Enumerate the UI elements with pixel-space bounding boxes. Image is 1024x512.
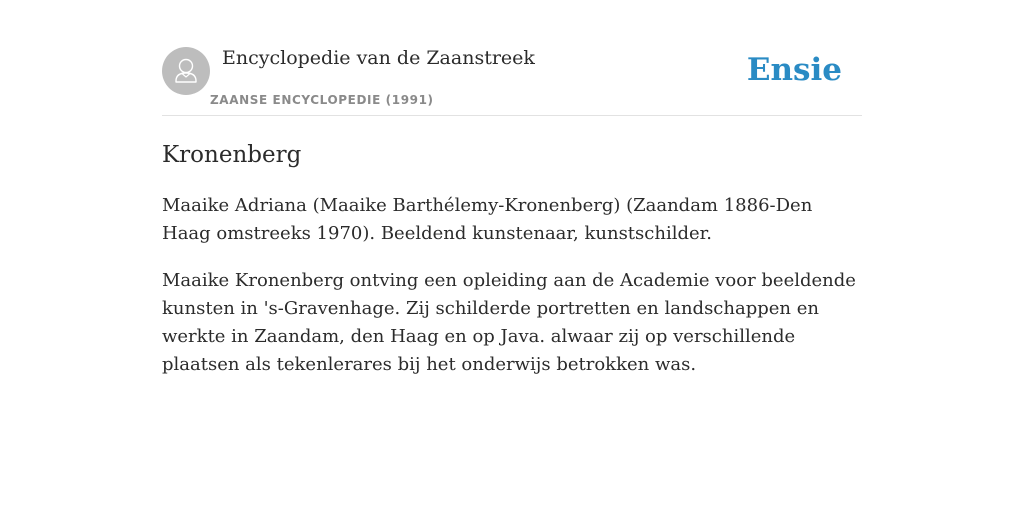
article-paragraph: Maaike Adriana (Maaike Barthélemy-Kronenberg) (Zaandam 1886-Den Haag omstreeks 1970). Beeldend kunstenaar, kunstschilder.: [162, 195, 813, 244]
article-body: [162, 192, 862, 398]
source-header: [162, 46, 862, 116]
user-icon: [162, 47, 210, 95]
source-title[interactable]: Encyclopedie van de Zaanstreek: [222, 47, 535, 69]
article-paragraph: Maaike Kronenberg ontving een opleiding aan de Academie voor beeldende kunsten in 's-Gravenhage. Zij schilderde portretten en landschappen en werkte in Zaandam, den Haag en op Java. alwaar zij op verschillende plaatsen als tekenlerares bij het onderwijs betrokken was.: [162, 270, 856, 375]
source-subtitle: ZAANSE ENCYCLOPEDIE (1991): [210, 93, 434, 107]
page-title: Kronenberg: [162, 142, 302, 168]
ensie-logo[interactable]: Ensie: [746, 52, 842, 88]
avatar[interactable]: [162, 47, 210, 95]
